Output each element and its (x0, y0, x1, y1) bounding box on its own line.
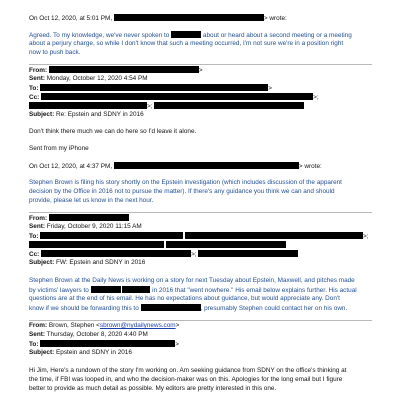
redaction (114, 162, 299, 169)
msg5-line-2: the time, if FBI was looped in, and who the decision-maker was on this. Apologies for the long email but I figure (29, 376, 343, 383)
msg4-line-4: know if we should be forwarding this to , presumably Stephen could contact her on his own. (29, 305, 348, 312)
header-divider (29, 320, 372, 321)
hdr1-from: From: > (29, 67, 203, 74)
hdr1-cc: Cc: >; (29, 94, 319, 101)
msg5-line-1: Hi Jim, Here's a rundown of the story I'm working on. Am seeking guidance from SDNY on the office's thinking at (29, 367, 347, 374)
redaction (49, 66, 199, 73)
redaction (166, 241, 286, 248)
hdr3-sent: Sent: Thursday, October 8, 2020 4:40 PM (29, 331, 148, 338)
hdr2-to-continued (29, 241, 286, 250)
hdr1-to: To: > (29, 85, 272, 92)
msg4-line-3: questions are at the end of his email. He has no expectations about guidance, but would appreciate any. Don't (29, 295, 340, 302)
redaction (91, 286, 121, 293)
hdr1-cc-continued: >; (29, 102, 304, 111)
msg1-body-line-2: about a perjury charge, so while I don't know that such a meeting occurred, I'm not sure we're in a position right (29, 40, 344, 47)
redaction (49, 214, 129, 221)
hdr3-from: From: Brown, Stephen <sbrown@nydailynews.com> (29, 322, 180, 329)
hdr1-subject: Subject: Re: Epstein and SDNY in 2016 (29, 111, 144, 118)
msg4-line-1: Stephen Brown at the Daily News is working on a story for next Tuesday about Epstein, Maxwell, and pitches made (29, 277, 355, 284)
msg4-line-2: by victims' lawyers to in 2016 that "went nowhere." His email below explains further. His actual (29, 287, 357, 294)
hdr3-to: To: > (29, 341, 179, 348)
hdr2-from: From: (29, 214, 129, 223)
hdr2-subject: Subject: FW: Epstein and SDNY in 2016 (29, 259, 146, 266)
hdr1-sent: Sent: Monday, October 12, 2020 4:54 PM (29, 75, 148, 82)
msg1-body-line-1: Agreed. To my knowledge, we've never spoken to about or heard about a second meeting or a meeting (29, 32, 352, 39)
msg2-intro-line: On Oct 12, 2020, at 4:37 PM, > wrote: (29, 163, 322, 170)
redaction (141, 304, 201, 311)
hdr2-cc: Cc: >; (29, 250, 298, 259)
redaction (171, 31, 201, 38)
redaction (29, 241, 164, 248)
redaction (198, 250, 298, 257)
msg3-line-1: Stephen Brown is filing his story shortly on the Epstein investigation (which includes discussion of the apparent (29, 179, 342, 186)
msg3-line-2: decision by the Office in 2016 not to pursue the matter). If there's any guidance you think we can and should (29, 188, 335, 195)
msg5-line-3: better to provide as much detail as possible. My editors are pretty interested in this one. (29, 385, 277, 392)
msg2-body: Don't think there much we can do here so I'd leave it alone. (29, 128, 197, 135)
redaction (114, 14, 264, 21)
msg3-line-3: provide, please let us know in the next hour. (29, 197, 154, 204)
redaction (154, 102, 304, 109)
hdr2-to: To: >; (29, 233, 369, 240)
redaction (185, 232, 363, 239)
redaction (29, 102, 147, 109)
redaction (40, 84, 268, 91)
sender-email-link[interactable]: sbrown@nydailynews.com (99, 322, 176, 329)
redaction (40, 340, 175, 347)
hdr3-subject: Subject: Epstein and SDNY in 2016 (29, 349, 132, 356)
msg2-signature: Sent from my iPhone (29, 145, 89, 152)
header-divider (29, 64, 372, 65)
redaction (41, 93, 313, 100)
msg1-intro-line: On Oct 12, 2020, at 5:01 PM, > wrote: (29, 15, 287, 22)
redaction (41, 250, 191, 257)
header-divider (29, 212, 372, 213)
msg1-body-line-3: now to push back. (29, 49, 81, 56)
redaction (40, 232, 183, 239)
hdr2-sent: Sent: Friday, October 9, 2020 11:15 AM (29, 223, 142, 230)
redaction (122, 286, 150, 293)
